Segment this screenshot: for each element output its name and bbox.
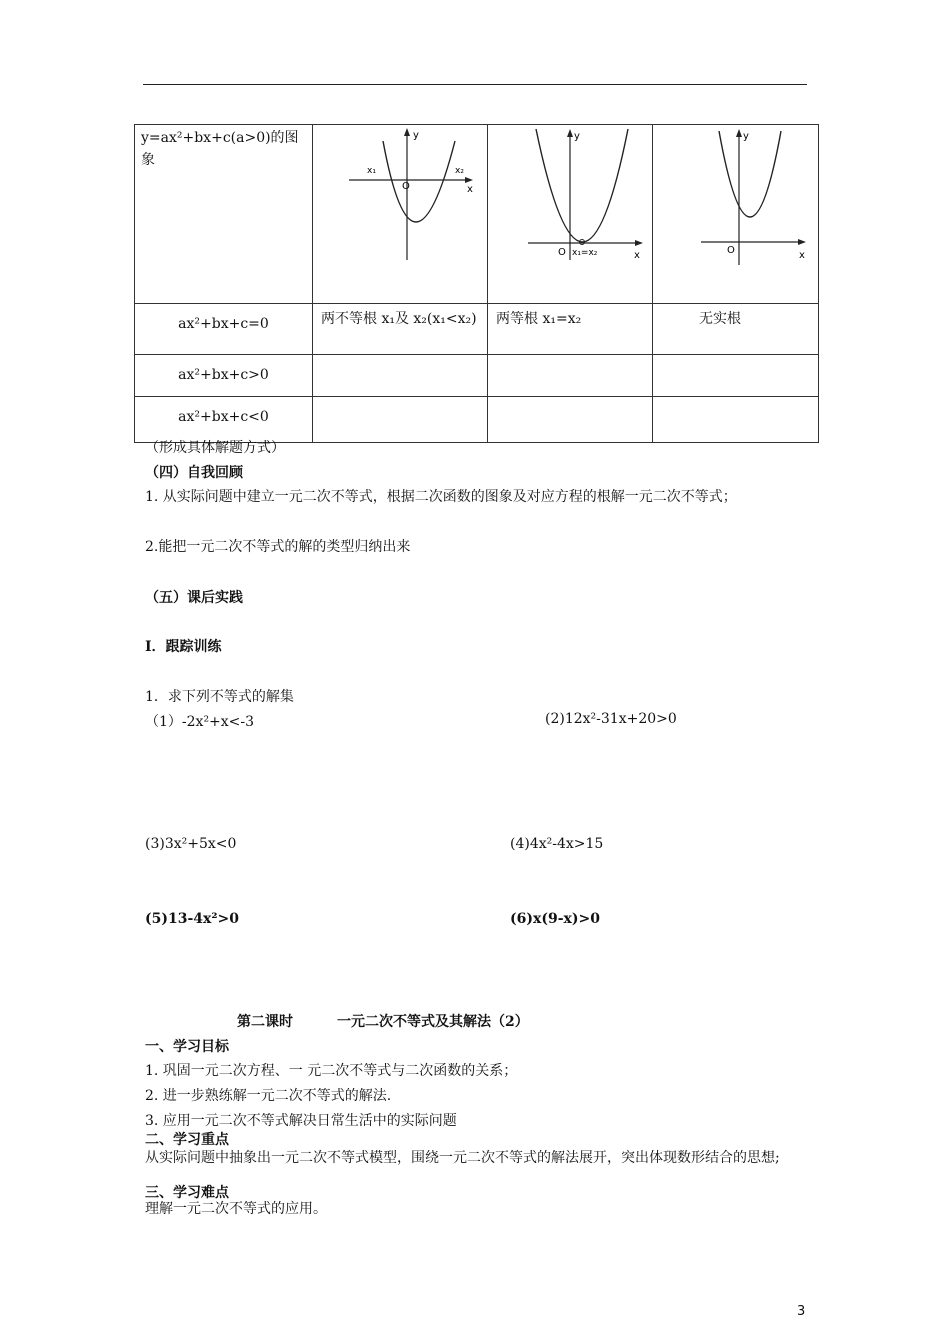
x-axis-label: x (799, 250, 805, 261)
parabola-double-root-graph (488, 125, 652, 299)
review-item: 2.能把一元二次不等式的解的类型归纳出来 (145, 539, 411, 555)
lesson-heading-right: 一元二次不等式及其解法（2） (337, 1014, 529, 1030)
empty-cell (488, 355, 653, 397)
graph-cell-double-root (488, 125, 653, 304)
equation-label: ax²+bx+c=0 (135, 304, 313, 355)
table-row (135, 304, 819, 355)
no-root-text: 无实根 (653, 304, 819, 355)
less-than-label: ax²+bx+c<0 (135, 397, 313, 443)
empty-cell (653, 397, 819, 443)
y-axis-label: y (574, 131, 580, 142)
lesson-heading-left: 第二课时 (237, 1014, 293, 1030)
greater-than-label: ax²+bx+c>0 (135, 355, 313, 397)
difficulty-title: 三、学习难点 (145, 1185, 229, 1201)
double-root-label: x₁=x₂ (572, 248, 598, 258)
goal-item: 3. 应用一元二次不等式解决日常生活中的实际问题 (145, 1113, 457, 1129)
review-item: 1. 从实际问题中建立一元二次不等式，根据二次函数的图象及对应方程的根解一元二次不等式； (145, 489, 737, 505)
exercise-prompt: 1．求下列不等式的解集 (145, 689, 294, 705)
table-row (135, 355, 819, 397)
goals-title: 一、学习目标 (145, 1039, 229, 1055)
page-number: 3 (797, 1304, 806, 1319)
x-axis-label: x (467, 184, 473, 195)
parabola-no-root-graph (653, 125, 818, 299)
two-roots-text: 两不等根 x₁及 x₂(x₁<x₂) (313, 304, 488, 355)
problem-5: (5)13-4x²>0 (145, 911, 239, 927)
root-x1-label: x₁ (367, 166, 376, 176)
x-axis-label: x (634, 250, 640, 261)
header-rule (143, 84, 807, 85)
empty-cell (313, 355, 488, 397)
y-axis-label: y (743, 131, 749, 142)
subsection-title: I．跟踪训练 (145, 639, 222, 655)
graph-label: y=ax²+bx+c(a>0)的图象 (141, 130, 299, 168)
focus-text: 从实际问题中抽象出一元二次不等式模型，围绕一元二次不等式的解法展开，突出体现数形结合的思想; (145, 1150, 780, 1166)
goal-item: 2. 进一步熟练解一元二次不等式的解法. (145, 1088, 392, 1104)
problem-2: (2)12x²-31x+20>0 (545, 711, 677, 727)
problem-1: （1）-2x²+x<-3 (145, 714, 255, 730)
section-title: （五）课后实践 (145, 590, 243, 606)
origin-label: O (558, 247, 566, 258)
focus-title: 二、学习重点 (145, 1132, 229, 1148)
double-root-text: 两等根 x₁=x₂ (488, 304, 653, 355)
empty-cell (488, 397, 653, 443)
parabola-two-roots-graph (313, 125, 487, 299)
y-axis-label: y (413, 130, 419, 141)
origin-label: O (727, 245, 735, 256)
section-title: （四）自我回顾 (145, 465, 243, 481)
note: （形成具体解题方式） (145, 440, 285, 456)
empty-cell (653, 355, 819, 397)
origin-label: O (402, 181, 410, 192)
graph-cell-no-root (653, 125, 819, 304)
comparison-table (134, 124, 819, 443)
root-x2-label: x₂ (455, 166, 464, 176)
problem-4: (4)4x²-4x>15 (510, 836, 604, 852)
empty-cell (313, 397, 488, 443)
difficulty-text: 理解一元二次不等式的应用。 (145, 1201, 327, 1217)
problem-3: (3)3x²+5x<0 (145, 836, 237, 852)
table-row (135, 125, 819, 304)
table-row (135, 397, 819, 443)
problem-6: (6)x(9-x)>0 (510, 911, 600, 927)
graph-cell-two-roots (313, 125, 488, 304)
graph-label-cell (135, 125, 313, 304)
goal-item: 1. 巩固一元二次方程、一 元二次不等式与二次函数的关系； (145, 1063, 518, 1079)
